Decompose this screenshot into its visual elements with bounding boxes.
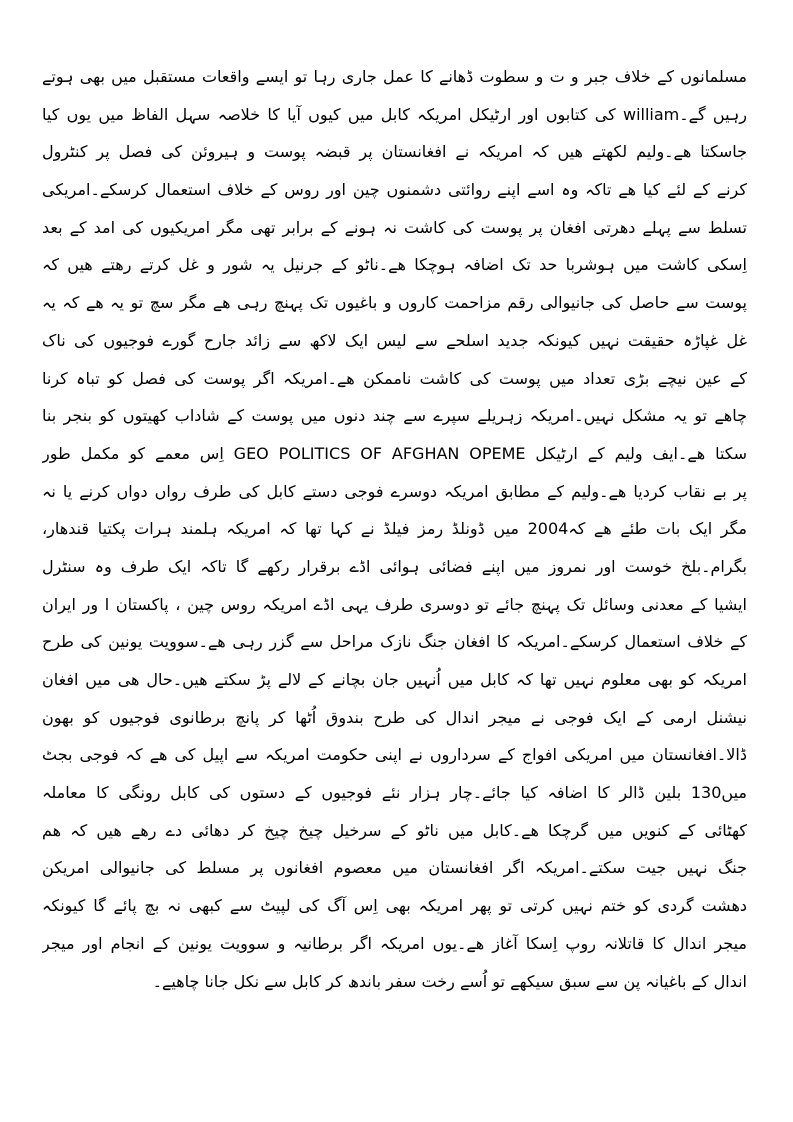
text-line: مسلمانوں کے خلاف جبر و ت و سطوت ڈھانے کا عمل جاری رہا تو ایسے واقعات مستقبل میں بھی ہوتے	[42, 67, 747, 86]
text-line: غل غپاڑہ حقیقت نہیں کیونکہ جدید اسلحے سے لیس ایک لاکھ سے زائد جارح گورے فوجیوں کی ناک	[42, 330, 747, 350]
text-line: کے عین نیچے بڑی تعداد میں پوست کی کاشت ناممکن ھے۔امریکہ اگر پوست کی فصل کو تباہ کرنا	[42, 368, 747, 388]
text-line: چاھے تو یہ مشکل نہیں۔امریکہ زہریلے سپرے سے چند دنوں میں پوست کے شاداب کھیتوں کو بنجر بنا	[42, 406, 747, 426]
article-body	[42, 58, 747, 1000]
text-line: اِسکی کاشت میں ہوشربا حد تک اضافہ ہوچکا ھے۔ناٹو کے جرنیل یہ شور و غل کرتے رھتے ھیں کہ	[42, 255, 747, 275]
text-line: تسلط سے پہلے دھرتی افغان پر پوست کی کاشت نہ ہونے کے برابر تھی مگر امریکیوں کی امد کے بعد	[42, 217, 747, 237]
text-line: ڈالا۔افغانستان میں امریکی افواج کے سرداروں نے اپنی حکومت امریکہ سے اپیل کی ھے کہ فوجی بجٹ	[42, 745, 747, 765]
text-line: پوست سے حاصل کی جانیوالی رقم مزاحمت کاروں و باغیوں تک پہنچ رہی ھے مگر سچ تو یہ ھے کہ یہ	[42, 293, 747, 313]
text-line: دھشت گردی کو ختم نہیں کرتی تو پھر امریکہ بھی اِس آگ کی لپیٹ سے کبھی نہ بچ پائے گا کیونکہ	[42, 896, 747, 916]
text-line: جنگ نہیں جیت سکتے۔امریکہ اگر افغانستان میں معصوم افغانوں پر مسلط کی جانیوالی امریکن	[42, 858, 747, 878]
text-line: کے خلاف استعمال کرسکے۔امریکہ کا افغان جنگ نازک مراحل سے گزر رہی ھے۔سوویت یونین کی طرح	[42, 632, 747, 652]
text-line: سکتا ھے۔ایف ولیم کے ارٹیکل GEO POLITICS OF AFGHAN OPEME اِس معمے کو مکمل طور	[42, 443, 747, 463]
text-line: مگر ایک بات طئے ھے کہ2004 میں ڈونلڈ رمز فیلڈ نے کہا تھا کہ امریکہ ہلمند ہرات پکتیا قندھار،	[42, 519, 747, 539]
text-line: جاسکتا ھے۔ولیم لکھتے ھیں کہ امریکہ نے افغانستان پر قبضہ پوست و ہیروئن کی فصل پر کنٹرول	[42, 142, 747, 162]
text-line: میجر اندال کا قاتلانہ روپ اِسکا آغاز ھے۔یوں امریکہ اگر برطانیہ و سوویت یونین کے انجام اور میجر	[42, 933, 747, 953]
text-line: پر بے نقاب کردیا ھے۔ولیم کے مطابق امریکہ دوسرے فوجی دستے کابل کی طرف رواں دواں کرنے یا نہ	[42, 481, 747, 501]
text-line: میں130 بلین ڈالر کا اضافہ کیا جائے۔چار ہزار نئے فوجیوں کے دستوں کی کابل رونگی کا معاملہ	[42, 783, 747, 803]
text-line: بگرام۔بلخ خوست اور نمروز میں اپنے فضائی ہوائی اڈے برقرار رکھے گا تاکہ ایک طرف وہ سنٹرل	[42, 556, 747, 576]
text-line: کھٹائی کے کنویں میں گرچکا ھے۔کابل میں ناٹو کے سرخیل چیخ چیخ کر دھائی دے رھے ھیں کہ ھم	[42, 820, 747, 840]
text-line: کرنے کے لئے کیا ھے تاکہ وہ اسے اپنے روائتی دشمنوں چین اور روس کے خلاف استعمال کرسکے۔امریکی	[42, 180, 747, 200]
text-line: رہیں گے۔william کی کتابوں اور ارٹیکل امریکہ کابل میں کیوں آیا کا خلاصہ سہل الفاظ میں یوں کیا	[42, 104, 747, 124]
text-line: امریکہ کو بھی معلوم نہیں تھا کہ کابل میں اُنہیں جان بچانے کے لالے پڑ سکتے ھیں۔حال ھی میں افغان	[42, 670, 747, 689]
text-line: نیشنل ارمی کے ایک فوجی نے میجر اندال کی طرح بندوق اُٹھا کر پانچ برطانوی فوجیوں کو بھون	[42, 707, 747, 727]
text-line: اندال کے باغیانہ پن سے سبق سیکھے تو اُسے رخت سفر باندھ کر کابل سے نکل جانا چاھیے۔	[152, 971, 747, 991]
text-line: ایشیا کے معدنی وسائل تک پہنچ جائے تو دوسری طرف یہی اڈے امریکہ روس چین ، پاکستان ا ور ایران	[42, 594, 747, 614]
